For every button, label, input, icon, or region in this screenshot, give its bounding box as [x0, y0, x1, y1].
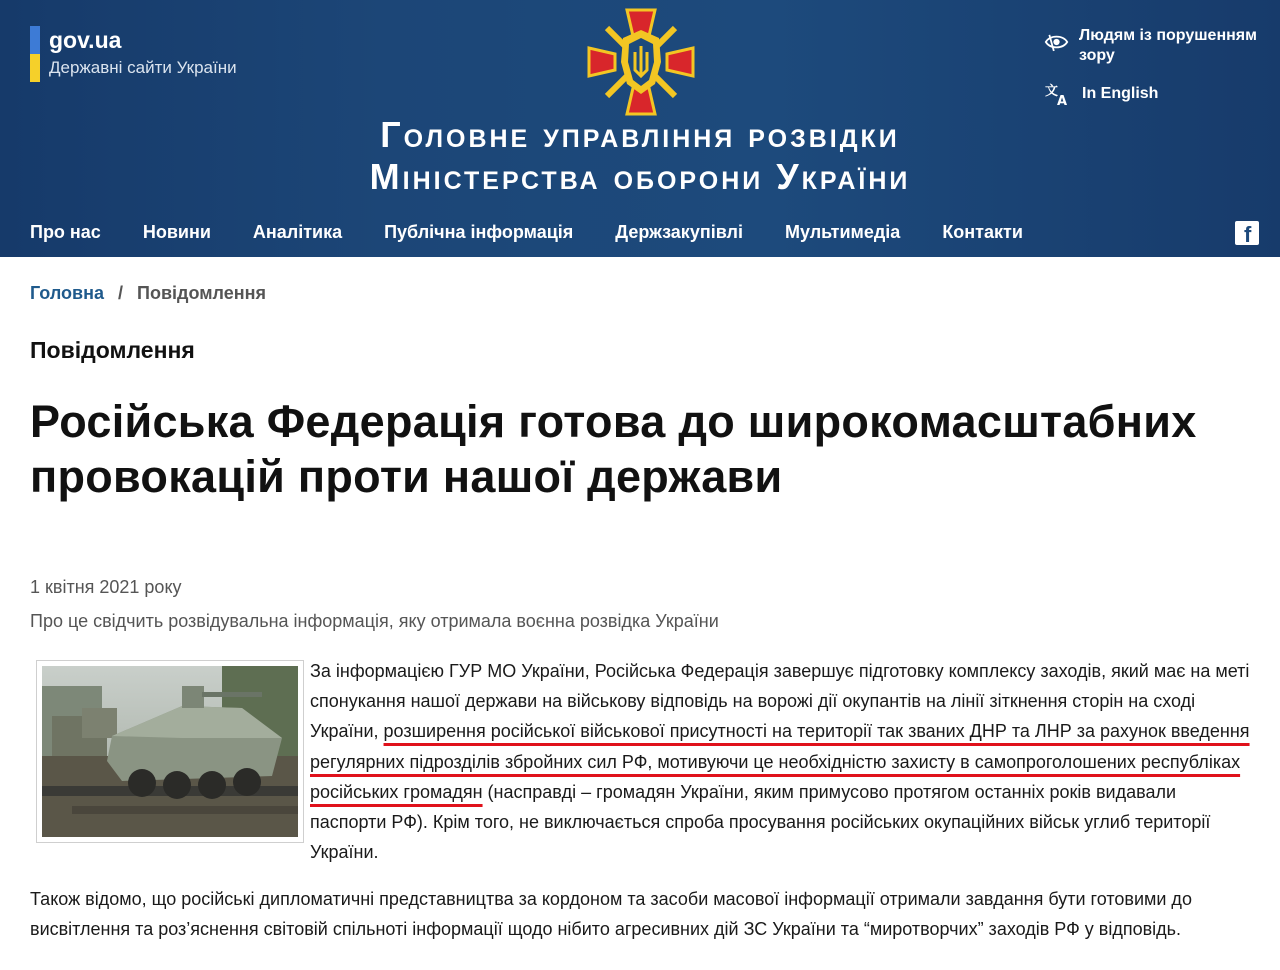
org-title-line2: Міністерства оборони України: [369, 156, 911, 197]
language-switch[interactable]: [1044, 82, 1274, 106]
nav-item-about[interactable]: Про нас: [30, 222, 101, 242]
svg-text:A: A: [1057, 94, 1068, 106]
translate-icon: [1044, 82, 1072, 106]
nav-item-public-info[interactable]: Публічна інформація: [384, 222, 574, 242]
article-date: 1 квітня 2021 року: [30, 577, 182, 597]
article-photo[interactable]: [36, 660, 304, 843]
svg-text:文: 文: [1045, 84, 1059, 99]
breadcrumb-home[interactable]: Головна: [30, 283, 104, 303]
nav-item-analytics[interactable]: Аналітика: [252, 222, 343, 242]
facebook-icon[interactable]: f: [1235, 221, 1259, 245]
gov-ua-link[interactable]: [30, 26, 237, 82]
main-nav: [30, 220, 1065, 246]
language-label: In English: [1082, 85, 1159, 102]
breadcrumb: [30, 282, 266, 304]
site-header: [0, 0, 1280, 257]
armored-vehicle-photo: [42, 666, 298, 837]
gov-domain: gov.ua: [49, 27, 122, 53]
breadcrumb-current: Повідомлення: [137, 283, 266, 303]
article-lead: Про це свідчить розвідувальна інформація, яку отримала воєнна розвідка України: [30, 611, 719, 631]
nav-item-news[interactable]: Новини: [142, 222, 211, 242]
section-title: Повідомлення: [30, 337, 195, 363]
article-paragraph-2: Також відомо, що російські дипломатичні представництва за кордоном та засоби масової інформації отримали завдання бути готовими до висвітлення та роз’яснення світовій спільноті інформації щодо нібито агресивних дій ЗС України та “миротворчих” заходів РФ у відповідь.: [30, 889, 1192, 940]
breadcrumb-separator: /: [118, 283, 124, 303]
nav-item-procurement[interactable]: Держзакупівлі: [615, 222, 743, 242]
accessibility-label: Людям із порушенням зору: [1079, 27, 1257, 64]
nav-item-multimedia[interactable]: Мультимедіа: [784, 222, 901, 242]
para1-start: За інформацією ГУР МО України, Російська Федерація завершує підготовку комплексу заходів, який має на меті спонукання нашої держави на військову відповідь на ворожі дії окупантів на лінії зіткнення сторін на сході України,: [310, 661, 1250, 742]
article-headline: Російська Федерація готова до широкомасштабних провокацій проти нашої держави: [30, 396, 1197, 502]
accessibility-link[interactable]: [1044, 26, 1274, 66]
eye-icon: [1044, 30, 1069, 54]
para1-end: (насправді – громадян України, яким примусово протягом останніх років видавали паспорти РФ). Крім того, не виключається спроба просування російських окупаційних військ углиб території України.: [310, 781, 1211, 863]
gov-subtitle: Державні сайти України: [49, 58, 237, 77]
para1-underlined-text: розширення російської військової присутності на території так званих ДНР та ЛНР за рахунок введення регулярних підрозділів збройних сил РФ, мотивуючи це необхідністю захисту в самопроголошених республіках російських громадян: [310, 721, 1250, 802]
nav-item-contacts[interactable]: Контакти: [942, 222, 1023, 242]
gur-emblem-icon[interactable]: [585, 6, 697, 118]
organization-title: [0, 114, 1280, 198]
ukraine-flag-icon: [30, 26, 40, 82]
org-title-line1: Головне управління розвідки: [380, 114, 900, 155]
article-paragraph-1: [310, 656, 1255, 867]
